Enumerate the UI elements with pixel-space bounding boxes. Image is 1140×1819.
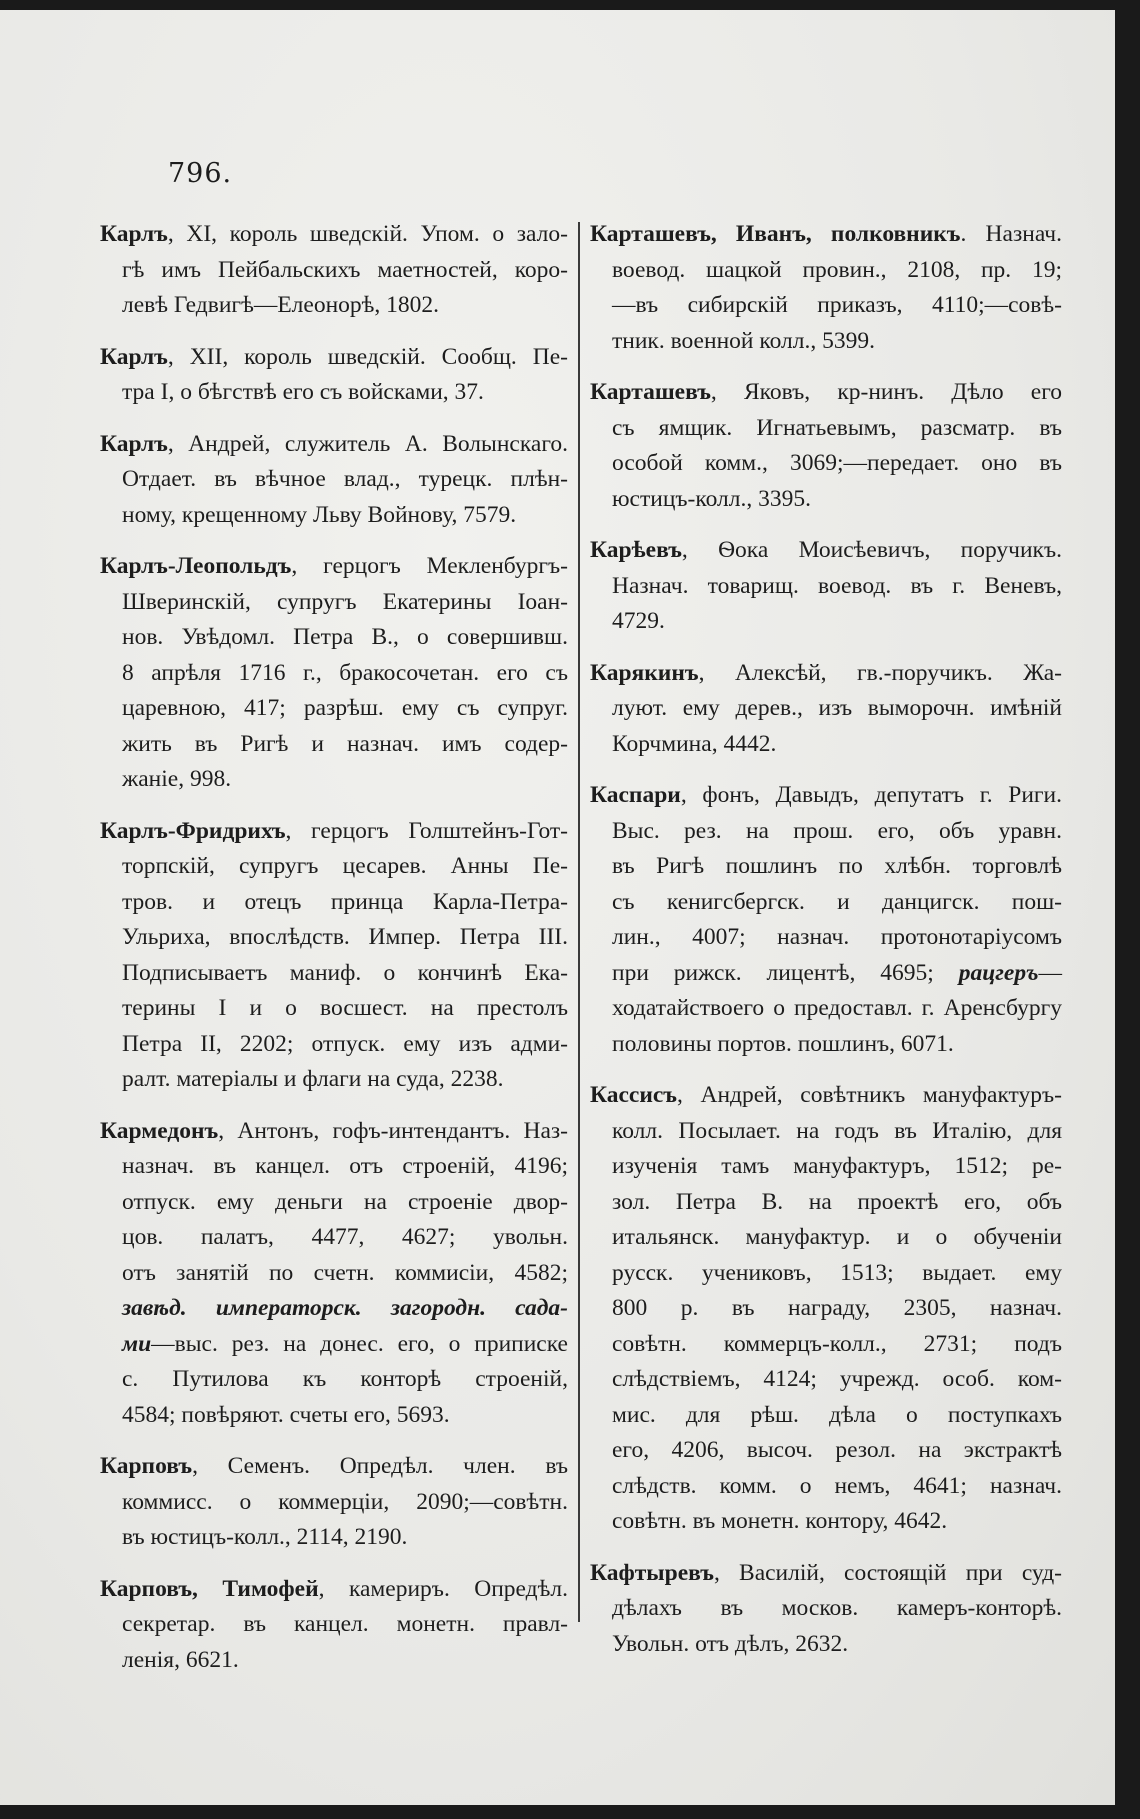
entry-text: Ульриха, впослѣдств. Импер. Петра III.	[122, 924, 568, 950]
entry-headword: Карташевъ, Иванъ, полковникъ	[590, 221, 961, 247]
entry-headword: Карѣевъ	[590, 537, 682, 563]
entry-line	[100, 991, 568, 1027]
entry-text: изученія тамъ мануфактуръ, 1512; ре-	[612, 1153, 1062, 1179]
entry-headword: Каспари	[590, 782, 681, 808]
entry-line	[100, 1643, 568, 1679]
index-entry-kaftyrev	[590, 1556, 1062, 1663]
entry-line	[590, 1627, 1062, 1663]
index-entry-karpov-semen	[100, 1449, 568, 1556]
scanned-page	[0, 10, 1115, 1805]
entry-line	[100, 1256, 568, 1292]
entry-text: жаніе, 998.	[122, 766, 232, 792]
entry-text: с. Путилова къ конторѣ строеній,	[122, 1366, 568, 1392]
entry-text: секретар. въ канцел. монетн. правл-	[122, 1611, 568, 1637]
entry-line	[100, 1485, 568, 1521]
entry-text: отъ занятій по счетн. коммисіи, 4582;	[122, 1259, 568, 1286]
entry-line	[590, 849, 1062, 885]
entry-text: , герцогъ Голштейнъ-Гот-	[285, 817, 568, 844]
entry-line	[590, 691, 1062, 727]
entry-line	[100, 727, 568, 763]
entry-line	[100, 1027, 568, 1063]
entry-line	[100, 375, 568, 411]
entry-text: терины І и о восшест. на престолъ	[122, 995, 568, 1021]
entry-text: 800 р. въ награду, 2305, назнач.	[612, 1295, 1062, 1321]
entry-text: зол. Петра В. на проектѣ его, объ	[612, 1188, 1062, 1215]
entry-line	[100, 1114, 568, 1150]
entry-headword: Карлъ-Леопольдъ	[100, 553, 292, 579]
entry-line	[590, 1327, 1062, 1363]
index-entry-karpov-timofey	[100, 1572, 568, 1679]
index-entry-karl-friedrich	[100, 814, 568, 1098]
entry-text: , Василій, состоящій при суд-	[713, 1559, 1062, 1586]
entry-line	[590, 604, 1062, 640]
index-entry-karl-xi	[100, 217, 568, 324]
entry-line	[590, 1185, 1062, 1221]
entry-line	[100, 1062, 568, 1098]
entry-text: юстицъ-колл., 3395.	[612, 485, 812, 512]
entry-text: , камериръ. Опредѣл.	[318, 1575, 568, 1602]
entry-text: , XI, король шведскій. Упом. о зало-	[167, 221, 568, 247]
entry-line	[590, 1027, 1062, 1063]
index-entry-karl-leopold	[100, 549, 568, 798]
entry-line	[100, 340, 568, 376]
entry-line	[590, 1078, 1062, 1114]
entry-text: гѣ имъ Пейбальскихъ маетностей, коро-	[122, 256, 568, 283]
entry-line	[590, 569, 1062, 605]
entry-line	[100, 288, 568, 324]
entry-line	[590, 956, 1062, 992]
right-column	[590, 217, 1062, 1678]
entry-text: —выс. рез. на донес. его, о приписке	[151, 1330, 568, 1357]
entry-text: . Назнач.	[960, 221, 1062, 247]
entry-text: тра І, о бѣгствѣ его съ войсками, 37.	[122, 379, 484, 405]
entry-headword: Кафтыревъ	[590, 1559, 714, 1586]
entry-text: Назнач. товарищ. воевод. въ г. Веневъ,	[612, 572, 1062, 599]
entry-text: его, 4206, высоч. резол. на экстрактѣ	[612, 1437, 1062, 1463]
entry-text: , Алексѣй, гв.-поручикъ. Жа-	[698, 659, 1062, 686]
entry-line	[590, 253, 1062, 289]
entry-text: въ юстицъ-колл., 2114, 2190.	[122, 1524, 408, 1550]
entry-headword: Карповъ, Тимофей	[100, 1575, 319, 1602]
entry-text: Шверинскій, супругъ Екатерины Іоан-	[122, 588, 568, 615]
entry-text: Корчмина, 4442.	[612, 730, 777, 757]
entry-line	[590, 1398, 1062, 1434]
entry-text: , Антонъ, гофъ-интендантъ. Наз-	[218, 1117, 568, 1144]
entry-text: 4729.	[612, 608, 665, 634]
entry-headword: Карташевъ	[590, 379, 711, 405]
entry-headword: Карлъ-Фридрихъ	[100, 817, 286, 844]
index-entry-karl-andrey	[100, 427, 568, 534]
entry-line	[590, 217, 1062, 253]
entry-line	[590, 727, 1062, 763]
entry-line	[590, 1433, 1062, 1469]
entry-line	[100, 885, 568, 921]
entry-text: ходатайствоего о предоставл. г. Аренсбургу	[612, 995, 1062, 1021]
entry-headword: Карлъ	[100, 221, 168, 247]
entry-line	[590, 1291, 1062, 1327]
entry-text: , Семенъ. Опредѣл. член. въ	[192, 1453, 568, 1479]
entry-line	[100, 1607, 568, 1643]
entry-headword: Карлъ	[100, 343, 168, 370]
entry-line	[100, 427, 568, 463]
entry-line	[100, 217, 568, 253]
entry-text: , фонъ, Давыдъ, депутатъ г. Риги.	[680, 782, 1062, 808]
entry-text: царевною, 417; разрѣш. ему съ супруг.	[122, 695, 568, 721]
entry-text: совѣтн. въ монетн. контору, 4642.	[612, 1508, 948, 1534]
entry-line	[590, 482, 1062, 518]
entry-text: луют. ему дерев., изъ выморочн. имѣній	[612, 695, 1062, 721]
entry-text: левѣ Гедвигѣ—Елеонорѣ, 1802.	[122, 292, 440, 318]
entry-text: завѣд. императорск. загородн. сада-	[122, 1295, 568, 1321]
entry-text: —	[1038, 959, 1062, 986]
entry-text: отпуск. ему деньги на строеніе двор-	[122, 1188, 568, 1215]
entry-line	[100, 1520, 568, 1556]
entry-text: , Ѳока Моисѣевичъ, поручикъ.	[681, 537, 1062, 563]
entry-line	[590, 1256, 1062, 1292]
entry-line	[100, 585, 568, 621]
entry-text: ному, крещенному Льву Войнову, 7579.	[122, 501, 517, 528]
entry-text: , герцогъ Мекленбургъ-	[291, 553, 568, 579]
index-entry-karl-xii	[100, 340, 568, 411]
index-entry-karmedon	[100, 1114, 568, 1434]
entry-line	[590, 288, 1062, 324]
entry-text: колл. Посылает. на годъ въ Италію, для	[612, 1117, 1062, 1144]
entry-line	[590, 1556, 1062, 1592]
entry-line	[100, 1398, 568, 1434]
entry-line	[100, 620, 568, 656]
entry-line	[590, 1469, 1062, 1505]
entry-line	[590, 778, 1062, 814]
entry-text: назнач. въ канцел. отъ строеній, 4196;	[122, 1153, 568, 1179]
entry-line	[100, 549, 568, 585]
entry-line	[590, 533, 1062, 569]
entry-line	[590, 411, 1062, 447]
entry-line	[590, 324, 1062, 360]
entry-text: 4584; повѣряют. счеты его, 5693.	[122, 1401, 450, 1428]
entry-text: русск. учениковъ, 1513; выдает. ему	[612, 1259, 1062, 1286]
entry-line	[100, 253, 568, 289]
index-entry-kartashev-ivan	[590, 217, 1062, 359]
entry-text: жить въ Ригѣ и назнач. имъ содер-	[122, 730, 568, 757]
entry-text: рацгеръ	[958, 959, 1039, 986]
index-entry-kaspari	[590, 778, 1062, 1062]
entry-line	[590, 1114, 1062, 1150]
entry-text: Увольн. отъ дѣлъ, 2632.	[612, 1630, 849, 1657]
entry-text: половины портов. пошлинъ, 6071.	[612, 1030, 954, 1057]
entry-line	[100, 1449, 568, 1485]
entry-text: тник. военной колл., 5399.	[612, 327, 875, 354]
entry-text: коммисс. о коммерціи, 2090;—совѣтн.	[122, 1488, 568, 1515]
index-entry-karev	[590, 533, 1062, 640]
entry-text: ралт. матеріалы и флаги на суда, 2238.	[122, 1066, 504, 1092]
entry-text: тров. и отецъ принца Карла-Петра-	[122, 888, 568, 915]
entry-text: —въ сибирскій приказъ, 4110;—совѣ-	[612, 292, 1062, 318]
entry-text: слѣдств. комм. о немъ, 4641; назнач.	[612, 1472, 1062, 1499]
entry-text: воевод. шацкой провин., 2108, пр. 19;	[612, 256, 1062, 283]
entry-line	[590, 1220, 1062, 1256]
index-entry-kassis	[590, 1078, 1062, 1540]
entry-line	[590, 375, 1062, 411]
entry-line	[100, 498, 568, 534]
entry-text: цов. палатъ, 4477, 4627; увольн.	[122, 1224, 568, 1250]
entry-headword: Карлъ	[100, 430, 168, 457]
entry-text: Подписываетъ маниф. о кончинѣ Ека-	[122, 959, 568, 986]
column-divider	[578, 222, 580, 1622]
entry-text: въ Ригѣ пошлинъ по хлѣбн. торговлѣ	[612, 853, 1062, 879]
entry-line	[590, 991, 1062, 1027]
entry-line	[100, 1572, 568, 1608]
entry-line	[590, 920, 1062, 956]
entry-line	[100, 1220, 568, 1256]
entry-line	[590, 656, 1062, 692]
index-entry-kartashev-yakov	[590, 375, 1062, 517]
page-number: 796.	[168, 158, 233, 189]
entry-text: Выс. рез. на прош. его, объ уравн.	[612, 817, 1062, 844]
entry-line	[100, 1362, 568, 1398]
index-entry-karyakin	[590, 656, 1062, 763]
entry-line	[590, 885, 1062, 921]
entry-line	[100, 462, 568, 498]
entry-text: торпскій, супругъ цесарев. Анны Пе-	[122, 853, 568, 879]
entry-line	[590, 1149, 1062, 1185]
entry-text: совѣтн. коммерцъ-колл., 2731; подъ	[612, 1330, 1062, 1357]
entry-text: ми	[122, 1330, 152, 1357]
entry-text: итальянск. мануфактур. и о обученіи	[612, 1224, 1062, 1250]
entry-line	[100, 920, 568, 956]
entry-text: съ кенигсбергск. и данцигск. пош-	[612, 888, 1062, 915]
entry-text: , Андрей, служитель А. Волынскаго.	[167, 430, 568, 457]
entry-line	[590, 1362, 1062, 1398]
entry-line	[100, 762, 568, 798]
entry-line	[100, 1327, 568, 1363]
entry-text: съ ямщик. Игнатьевымъ, разсматр. въ	[612, 414, 1062, 441]
entry-text: особой комм., 3069;—передает. оно въ	[612, 450, 1062, 476]
entry-line	[590, 1591, 1062, 1627]
entry-text: , XII, король шведскій. Сообщ. Пе-	[167, 343, 568, 370]
entry-text: Петра II, 2202; отпуск. ему изъ адми-	[122, 1030, 568, 1057]
entry-headword: Карякинъ	[590, 659, 699, 686]
entry-text: , Яковъ, кр-нинъ. Дѣло его	[710, 379, 1062, 405]
entry-text: нов. Увѣдомл. Петра В., о совершивш.	[122, 624, 568, 650]
entry-text: ленія, 6621.	[122, 1646, 239, 1673]
entry-line	[100, 656, 568, 692]
entry-text: , Андрей, совѣтникъ мануфактуръ-	[677, 1082, 1062, 1108]
entry-headword: Кассисъ	[590, 1082, 678, 1108]
entry-text: 8 апрѣля 1716 г., бракосочетан. его съ	[122, 659, 568, 686]
entry-text: лин., 4007; назнач. протонотаріусомъ	[612, 924, 1062, 950]
entry-line	[100, 1149, 568, 1185]
entry-line	[590, 814, 1062, 850]
left-column	[100, 217, 568, 1694]
entry-text: дѣлахъ въ москов. камеръ-конторѣ.	[612, 1595, 1062, 1621]
entry-text: мис. для рѣш. дѣла о поступкахъ	[612, 1401, 1062, 1428]
entry-headword: Карповъ	[100, 1453, 193, 1479]
entry-line	[100, 956, 568, 992]
entry-line	[100, 849, 568, 885]
entry-line	[590, 1504, 1062, 1540]
entry-line	[100, 814, 568, 850]
entry-line	[100, 1291, 568, 1327]
entry-text: при рижск. лицентѣ, 4695;	[612, 959, 959, 986]
entry-line	[590, 446, 1062, 482]
entry-text: слѣдствіемъ, 4124; учрежд. особ. ком-	[612, 1366, 1062, 1392]
entry-headword: Кармедонъ	[100, 1117, 219, 1144]
entry-text: Отдает. въ вѣчное влад., турецк. плѣн-	[122, 466, 568, 492]
entry-line	[100, 691, 568, 727]
entry-line	[100, 1185, 568, 1221]
